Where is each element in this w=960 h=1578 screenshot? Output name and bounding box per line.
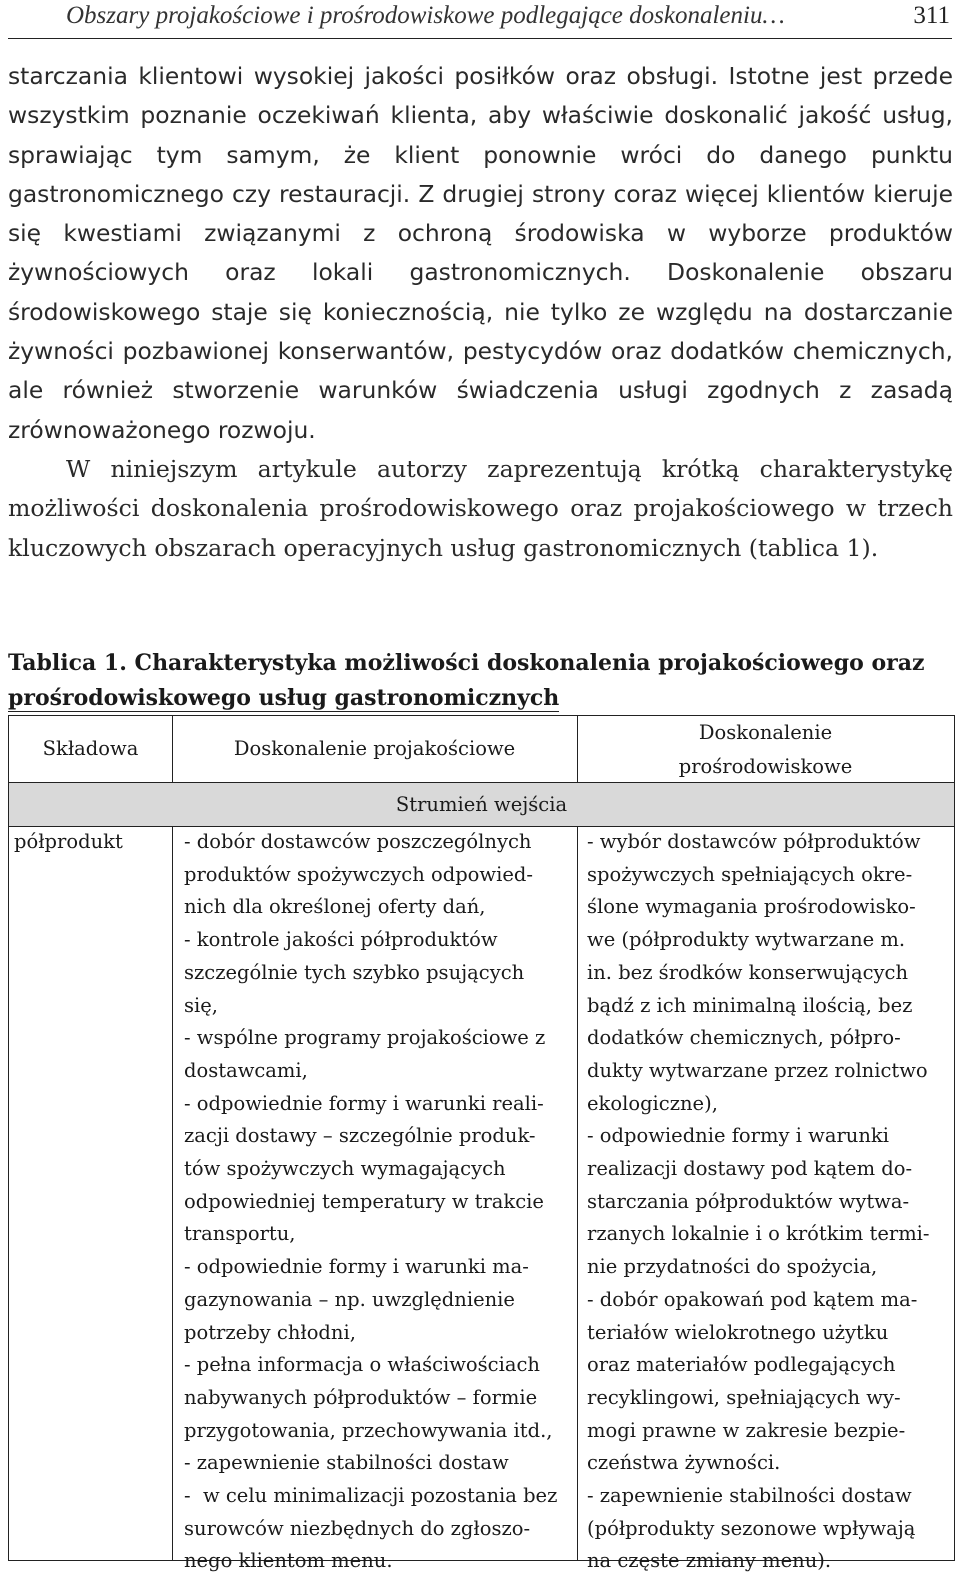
header-quality: Doskonalenie projakościowe: [233, 737, 516, 760]
table-caption-line-1: Tablica 1. Charakterystyka możliwości doskonalenia projakościowego oraz: [8, 650, 925, 676]
row-component: półprodukt: [14, 830, 123, 853]
table-caption-line-2: prośrodowiskowego usług gastronomicznych: [8, 685, 560, 711]
running-header: [8, 0, 952, 39]
table-caption: [8, 646, 953, 716]
row-quality: - dobór dostawców poszczególnych produktów spożywczych odpowied- nich dla określonej oferty dań, - kontrole jakości półproduktów szczególnie tych szybko psujących się, - wspólne programy projakościowe z dostawcami, - odpowiednie formy i warunki reali- zacji dostawy – szczególnie produk- tów spożywczych wymagających odpowiedniej temperatury w trakcie transportu, - odpowiednie formy i warunki ma- gazynowania – np. uwzględnienie potrzeby chłodni, - pełna informacja o właściwościach nabywanych półproduktów – formie przygotowania, przechowywania itd., - zapewnienie stabilności dostaw - w celu minimalizacji pozostania bez surowców niezbędnych do zgłoszo- nego klientom menu.: [184, 830, 558, 1573]
header-component: Składowa: [42, 737, 139, 760]
paragraph-1-part-b: Z drugiej strony coraz więcej klientów kieruje się kwestiami związanymi z ochroną środowiska w wyborze produktów żywnościowych oraz lokali gastronomicznych.: [8, 179, 953, 287]
paragraph-1: [8, 57, 953, 450]
running-title: Obszary projakościowe i prośrodowiskowe podlegające doskonaleniu…: [66, 2, 785, 29]
stage-label: Strumień wejścia: [395, 793, 568, 816]
table-col-rule-2: [577, 826, 578, 1560]
table-col-rule-1: [172, 826, 173, 1560]
paragraph-1-part-c: Doskonalenie obszaru środowiskowego staje się koniecznością, nie tylko ze względu na dostarczanie żywności pozbawionej konserwantów, pestycydów oraz dodatków chemicznych, ale również stworzenie warunków świadczenia usługi zgodnych z zasadą zrównoważonego rozwoju.: [8, 258, 954, 444]
header-environmental-line-1: Doskonalenie: [698, 721, 833, 744]
body-text: [8, 57, 953, 568]
header-environmental: [577, 716, 954, 784]
paragraph-2: W niniejszym artykule autorzy zaprezentują krótką charakterystykę możliwości doskonalenia prośrodowiskowego oraz projakościowego w trzech kluczowych obszarach operacyjnych usług gastronomicznych (tablica 1).: [8, 454, 953, 562]
row-environmental: - wybór dostawców półproduktów spożywczych spełniających okre- ślone wymagania prośrodowisko- we (półprodukty wytwarzane m. in. bez środków konserwujących bądź z ich minimalną ilością, bez dodatków chemicznych, półpro- dukty wytwarzane przez rolnictwo ekologiczne), - odpowiednie formy i warunki realizacji dostawy pod kątem do- starczania półproduktów wytwa- rzanych lokalnie i o krótkim termi- nie przydatności do spożycia, - dobór opakowań pod kątem ma- teriałów wielokrotnego użytku oraz materiałów podlegających recyklingowi, spełniających wy- mogi prawne w zakresie bezpie- czeństwa żywności. - zapewnienie stabilności dostaw (półprodukty sezonowe wpływają na częste zmiany menu).: [587, 830, 930, 1573]
paragraph-1-part-a: starczania klientowi wysokiej jakości posiłków oraz obsługi. Istotne jest przede wszystkim poznanie oczekiwań klienta, aby właściwie doskonalić jakość usług, sprawiając tym samym, że klient ponownie wróci do danego punktu gastronomicznego czy restauracji.: [8, 62, 953, 208]
comparison-table: [8, 715, 955, 1573]
page-number: 311: [913, 2, 950, 29]
header-environmental-line-2: prośrodowiskowe: [678, 755, 853, 778]
